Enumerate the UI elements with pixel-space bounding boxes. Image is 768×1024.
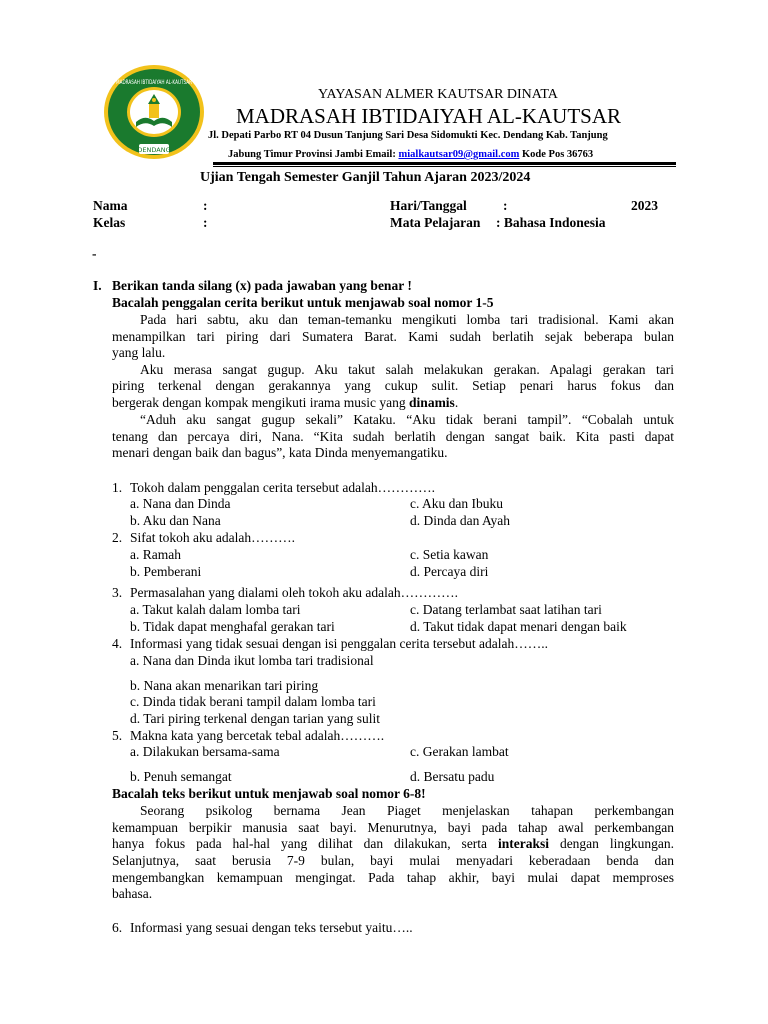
question-number: 3. xyxy=(112,585,123,600)
option-b[interactable]: b. Tidak dapat menghafal gerakan tari xyxy=(130,619,335,634)
option-b[interactable]: b. Pemberani xyxy=(130,564,202,579)
question-number: 6. xyxy=(112,920,123,935)
dash-mark: - xyxy=(92,246,97,261)
passage-1-line: menari dengan baik dan bagus”, kata Dinda menyemangatiku. xyxy=(112,445,448,460)
logo-ring-text: MADRASAH IBTIDAIYAH AL-KAUTSAR xyxy=(116,78,193,86)
option-c[interactable]: c. Dinda tidak berani tampil dalam lomba tari xyxy=(130,694,376,709)
option-c[interactable]: c. Datang terlambat saat latihan tari xyxy=(410,602,602,617)
passage-2-line xyxy=(112,836,674,852)
passage-1-line: Aku merasa sangat gugup. Aku takut salah melakukan gerakan. Apalagi gerakan tari xyxy=(140,362,674,377)
option-a[interactable]: a. Takut kalah dalam lomba tari xyxy=(130,602,301,617)
option-a[interactable]: a. Nana dan Dinda xyxy=(130,496,231,511)
passage-1-line: menampilkan tari piring dari Sumatera Barat. Kami sudah berlatih sejak beberapa bulan xyxy=(112,329,674,344)
question-text: Informasi yang tidak sesuai dengan isi penggalan cerita tersebut adalah…….. xyxy=(130,636,548,651)
passage-2-text: hanya fokus pada hal-hal yang dilihat dan dilakukan, serta xyxy=(112,836,498,851)
passage-2-line: mengembangkan kemampuan mengingat. Pada tahap akhir, bayi mulai dapat memproses xyxy=(112,870,674,885)
school-logo xyxy=(103,64,205,160)
passage-2-line: kemampuan berpikir manusia saat bayi. Menurutnya, bayi pada tahap awal perkembangan xyxy=(112,820,674,835)
option-c[interactable]: c. Setia kawan xyxy=(410,547,489,562)
passage-1-text: bergerak dengan kompak mengikuti irama music yang xyxy=(112,395,410,410)
subject-label: Mata Pelajaran xyxy=(390,215,481,230)
header-divider-thin xyxy=(213,166,676,167)
address-line-2-post: Kode Pos 36763 xyxy=(519,149,594,160)
bold-word-dinamis: dinamis xyxy=(409,395,455,410)
option-b[interactable]: b. Penuh semangat xyxy=(130,769,232,784)
passage-1-period: . xyxy=(454,395,459,410)
email-link[interactable]: mialkautsar09@gmail.com xyxy=(398,149,520,160)
foundation-name: YAYASAN ALMER KAUTSAR DINATA xyxy=(318,87,558,102)
date-label: Hari/Tanggal xyxy=(390,198,467,213)
bold-word-interaksi: interaksi xyxy=(497,836,549,851)
option-a[interactable]: a. Dilakukan bersama-sama xyxy=(130,744,280,759)
passage-1-line: “Aduh aku sangat gugup sekali” Kataku. “Aku tidak berani tampil”. “Cobalah untuk xyxy=(140,412,674,427)
address-line-2-pre: Jabung Timur Provinsi Jambi Email: xyxy=(228,149,399,160)
passage-2-line: Selanjutnya, saat berusia 7-9 bulan, bayi mulai menyadari keberadaan benda dan xyxy=(112,853,674,868)
option-d[interactable]: d. Percaya diri xyxy=(410,564,489,579)
question-text: Permasalahan yang dialami oleh tokoh aku adalah…………. xyxy=(130,585,459,600)
option-c[interactable]: c. Gerakan lambat xyxy=(410,744,509,759)
exam-title: Ujian Tengah Semester Ganjil Tahun Ajaran 2023/2024 xyxy=(200,170,531,185)
school-name: MADRASAH IBTIDAIYAH AL-KAUTSAR xyxy=(236,104,622,128)
option-a[interactable]: a. Ramah xyxy=(130,547,181,562)
logo-bottom-text: DENDANG xyxy=(137,146,171,154)
question-text: Tokoh dalam penggalan cerita tersebut adalah…………. xyxy=(130,480,435,495)
option-d[interactable]: d. Takut tidak dapat menari dengan baik xyxy=(410,619,627,634)
date-year: 2023 xyxy=(631,198,658,213)
address-line-2 xyxy=(228,149,593,160)
date-colon: : xyxy=(503,198,508,213)
option-d[interactable]: d. Bersatu padu xyxy=(410,769,495,784)
passage-1-line: tenang dan percaya diri, Nana. “Kita sudah berlatih dengan sangat baik. Kita pasti dapat xyxy=(112,429,674,444)
question-text: Informasi yang sesuai dengan teks tersebut yaitu….. xyxy=(130,920,413,935)
question-number: 2. xyxy=(112,530,123,545)
passage-2-line: Seorang psikolog bernama Jean Piaget menjelaskan tahapan perkembangan xyxy=(140,803,674,818)
section-instruction: Berikan tanda silang (x) pada jawaban yang benar ! xyxy=(112,278,412,293)
name-colon: : xyxy=(203,198,208,213)
option-c[interactable]: c. Aku dan Ibuku xyxy=(410,496,503,511)
class-colon: : xyxy=(203,215,208,230)
passage-1-line: Pada hari sabtu, aku dan teman-temanku mengikuti lomba tari tradisional. Kami akan xyxy=(140,312,674,327)
question-text: Makna kata yang bercetak tebal adalah………. xyxy=(130,728,385,743)
passage-2-line: bahasa. xyxy=(112,886,153,901)
address-line-1: Jl. Depati Parbo RT 04 Dusun Tanjung Sari Desa Sidomukti Kec. Dendang Kab. Tanjung xyxy=(208,130,608,141)
name-label: Nama xyxy=(93,198,128,213)
option-d[interactable]: d. Dinda dan Ayah xyxy=(410,513,510,528)
question-number: 1. xyxy=(112,480,123,495)
question-text: Sifat tokoh aku adalah………. xyxy=(130,530,295,545)
passage-2-text: dengan lingkungan. xyxy=(549,836,674,851)
option-b[interactable]: b. Nana akan menarikan tari piring xyxy=(130,678,319,693)
question-number: 5. xyxy=(112,728,123,743)
passage-1-line: yang lalu. xyxy=(112,345,166,360)
option-a[interactable]: a. Nana dan Dinda ikut lomba tari tradisional xyxy=(130,653,374,668)
passage-1-line xyxy=(112,395,458,411)
passage-2-heading: Bacalah teks berikut untuk menjawab soal nomor 6-8! xyxy=(112,786,426,801)
passage-1-heading: Bacalah penggalan cerita berikut untuk menjawab soal nomor 1-5 xyxy=(112,295,494,310)
header-divider-thick xyxy=(213,162,676,165)
question-number: 4. xyxy=(112,636,123,651)
option-d[interactable]: d. Tari piring terkenal dengan tarian yang sulit xyxy=(130,711,380,726)
option-b[interactable]: b. Aku dan Nana xyxy=(130,513,221,528)
passage-1-line: piring terkenal dengan gerakannya yang cukup sulit. Setiap penari harus fokus dan xyxy=(112,378,674,393)
class-label: Kelas xyxy=(93,215,126,230)
section-number: I. xyxy=(93,278,102,293)
subject-value: : Bahasa Indonesia xyxy=(496,215,606,230)
